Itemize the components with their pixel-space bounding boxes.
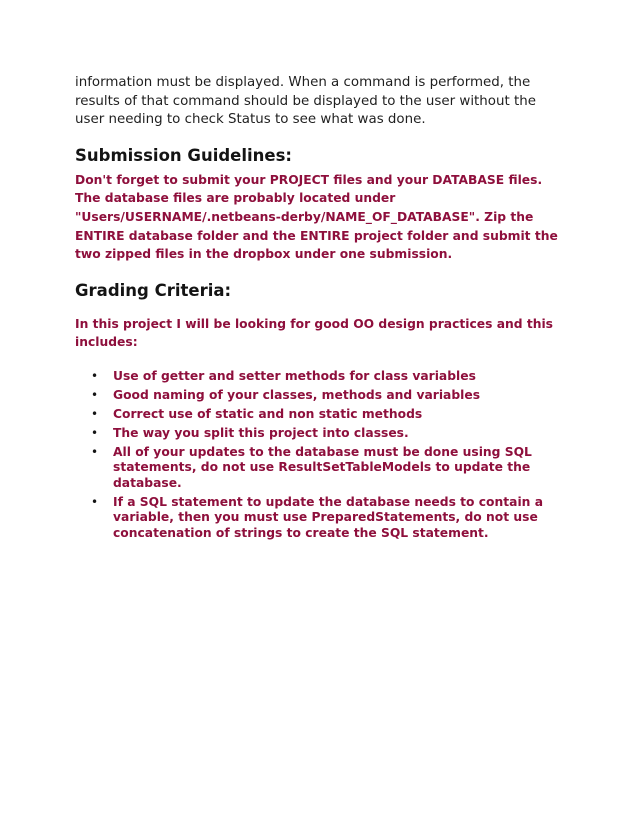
submission-text: Don't forget to submit your PROJECT files and your DATABASE files. The database files are probably located under "Users/USERNAME/.netbeans-derby/NAME_OF_DATABASE". Zip the ENTIRE database folder and the ENTIRE project folder and submit the two zipped files in the dropbox under one submission. — [75, 172, 558, 262]
list-item-text: All of your updates to the database must be done using SQL statements, do not use ResultSetTableModels to update the database. — [113, 444, 532, 490]
grading-criteria-list — [75, 369, 565, 542]
bullet-icon: • — [91, 368, 99, 383]
list-item-text: Use of getter and setter methods for class variables — [113, 368, 476, 383]
grading-intro: In this project I will be looking for good OO design practices and this includes: — [75, 316, 553, 349]
list-item — [75, 369, 565, 385]
grading-heading: Grading Criteria: — [75, 280, 232, 300]
list-item — [75, 388, 565, 404]
intro-paragraph: information must be displayed. When a command is performed, the results of that command should be displayed to the user without the user needing to check Status to see what was done. — [75, 75, 536, 128]
bullet-icon: • — [91, 406, 99, 421]
list-item-text: Good naming of your classes, methods and variables — [113, 387, 481, 402]
list-item — [75, 495, 565, 542]
document-page — [75, 74, 565, 545]
bullet-icon: • — [91, 387, 99, 402]
submission-heading: Submission Guidelines: — [75, 145, 293, 165]
list-item-text: The way you split this project into classes. — [113, 425, 409, 440]
list-item — [75, 407, 565, 423]
list-item-text: Correct use of static and non static methods — [113, 406, 423, 421]
bullet-icon: • — [91, 494, 99, 509]
bullet-icon: • — [91, 444, 99, 459]
list-item — [75, 445, 565, 492]
list-item — [75, 426, 565, 442]
list-item-text: If a SQL statement to update the database needs to contain a variable, then you must use PreparedStatements, do not use concatenation of strings to create the SQL statement. — [113, 494, 543, 541]
bullet-icon: • — [91, 425, 99, 440]
